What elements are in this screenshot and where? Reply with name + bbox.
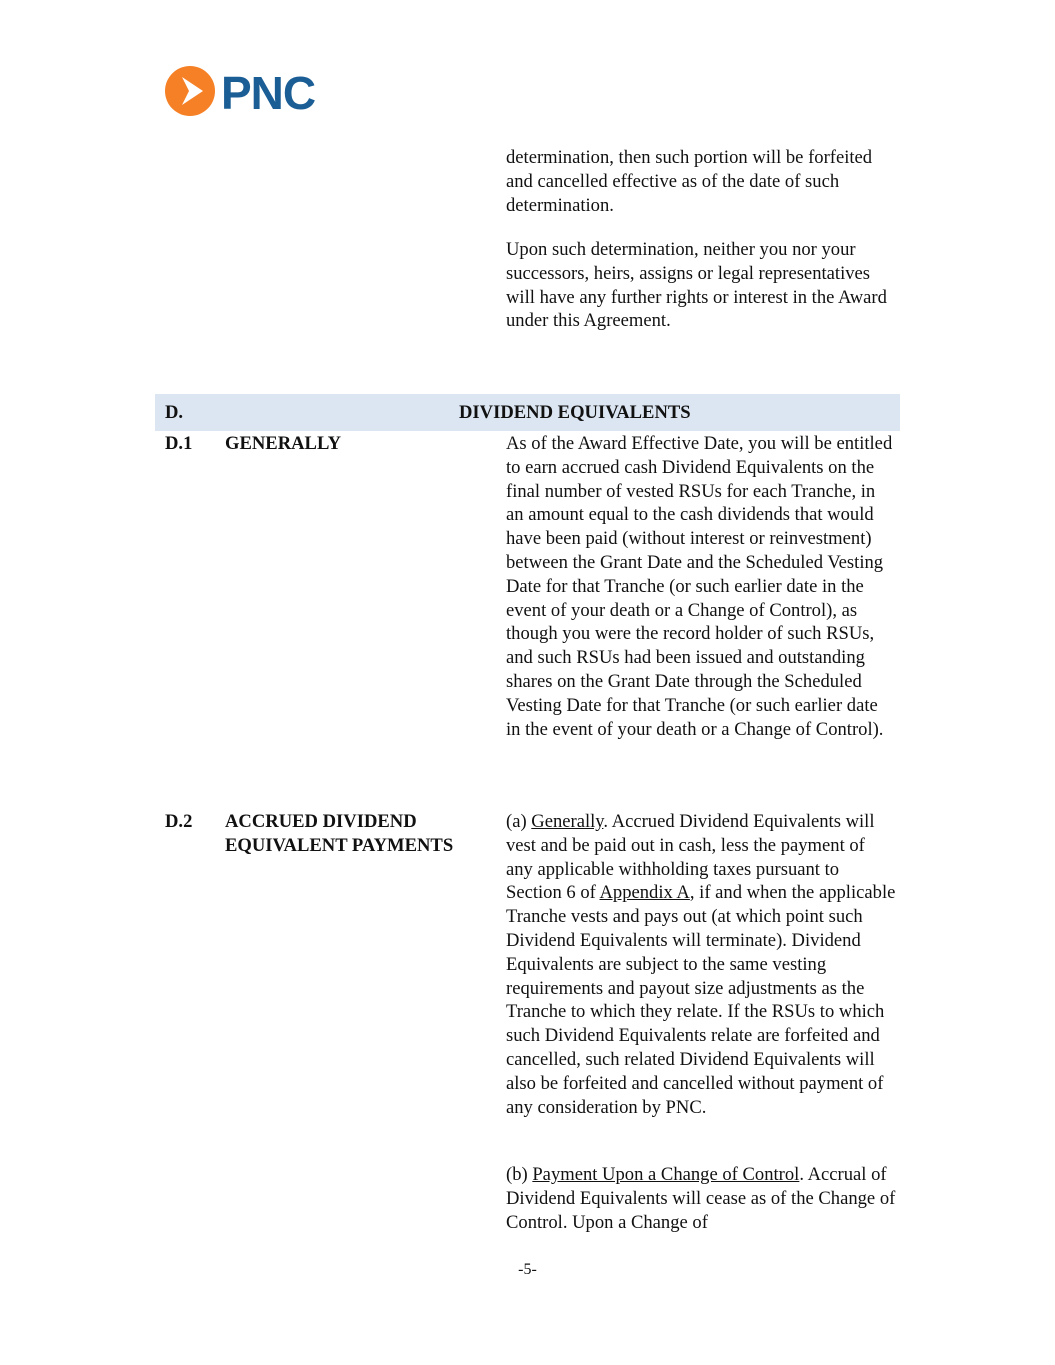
- d2-a-text-2: , if and when the applicable Tranche vests and pays out (at which point such Dividend Equivalents will terminate). Dividend Equivalents are subject to the same vesting requirements and payout size adjustments as the Tranche to which they relate. If the RSUs to which such Dividend Equivalents relate are forfeited and cancelled, such related Dividend Equivalents will also be forfeited and cancelled without payment of any consideration by PNC.: [506, 882, 896, 1118]
- page-number: -5-: [518, 1261, 537, 1278]
- d2-paragraph-b: [506, 1163, 896, 1234]
- d2-number: D.2: [165, 811, 193, 832]
- d2-paragraph-a: [506, 810, 896, 1119]
- intro-paragraph-1: determination, then such portion will be forfeited and cancelled effective as of the date of such determination.: [506, 147, 873, 216]
- section-d-code: D.: [165, 402, 184, 423]
- d1-body: As of the Award Effective Date, you will be entitled to earn accrued cash Dividend Equivalents on the final number of vested RSUs for each Tranche, in an amount equal to the cash dividends that would have been paid (without interest or reinvestment) between the Grant Date and the Scheduled Vesting Date for that Tranche (or such earlier date in the event of your death or a Change of Control), as though you were the record holder of such RSUs, and such RSUs had been issued and outstanding shares on the Grant Date through the Scheduled Vesting Date for that Tranche (or such earlier date in the event of your death or a Change of Control).: [506, 433, 893, 740]
- d2-a-heading: Generally: [531, 811, 604, 832]
- section-d-title: DIVIDEND EQUIVALENTS: [459, 402, 691, 423]
- d2-title-line-2: EQUIVALENT PAYMENTS: [225, 834, 454, 856]
- d2-b-text: . Accrual of Dividend Equivalents will cease as of the Change of Control. Upon a Change of: [506, 1164, 896, 1233]
- d1-title: GENERALLY: [225, 433, 342, 454]
- intro-paragraph-2: Upon such determination, neither you nor your successors, heirs, assigns or legal representatives will have any further rights or interest in the Award under this Agreement.: [506, 239, 887, 332]
- pnc-logo-mark: [165, 66, 345, 120]
- d2-title: [225, 810, 495, 858]
- d2-a-prefix: (a): [506, 811, 532, 832]
- pnc-logo: [165, 66, 345, 120]
- appendix-a-link: Appendix A: [599, 882, 690, 904]
- d2-a-text-1: . Accrued Dividend Equivalents will vest and be paid out in cash, less the payment of any applicable withholding taxes pursuant to Section 6 of: [506, 811, 875, 904]
- d2-b-heading: Payment Upon a Change of Control: [532, 1164, 800, 1185]
- section-d-header: [155, 394, 900, 431]
- d2-b-prefix: (b): [506, 1164, 533, 1185]
- logo-wordmark: PNC: [221, 67, 316, 119]
- d1-number: D.1: [165, 433, 193, 454]
- d2-title-line-1: ACCRUED DIVIDEND: [225, 811, 417, 832]
